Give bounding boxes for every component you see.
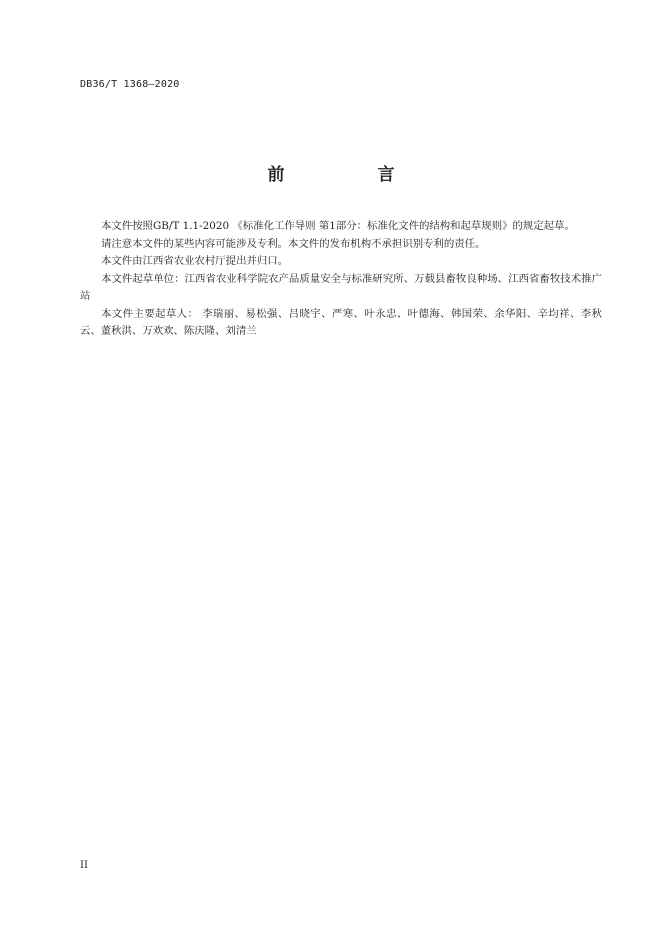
page-title: 前 言 — [267, 165, 433, 185]
paragraph-drafting-units: 本文件起草单位：江西省农业科学院农产品质量安全与标准研究所、万载县畜牧良种场、江西省畜牧技术推广站 — [80, 272, 602, 302]
document-code-header: DB36/T 1368—2020 — [80, 79, 180, 90]
foreword-body — [80, 218, 602, 341]
paragraph-drafting-rules: 本文件按照GB/T 1.1-2020 《标准化工作导则 第1部分：标准化文件的结构和起草规则》的规定起草。 — [101, 220, 575, 232]
paragraph-main-drafters: 本文件主要起草人： 李瑞丽、易松强、吕晓宇、严寒、叶永忠、叶德海、韩国荣、余华阳、辛均祥、李秋云、董秋洪、万欢欢、陈庆隆、刘清兰 — [80, 307, 602, 337]
paragraph-patent-notice: 请注意本文件的某些内容可能涉及专利。本文件的发布机构不承担识别专利的责任。 — [101, 237, 486, 250]
paragraph-proposer: 本文件由江西省农业农村厅提出并归口。 — [101, 255, 289, 267]
page-number: II — [80, 860, 88, 871]
